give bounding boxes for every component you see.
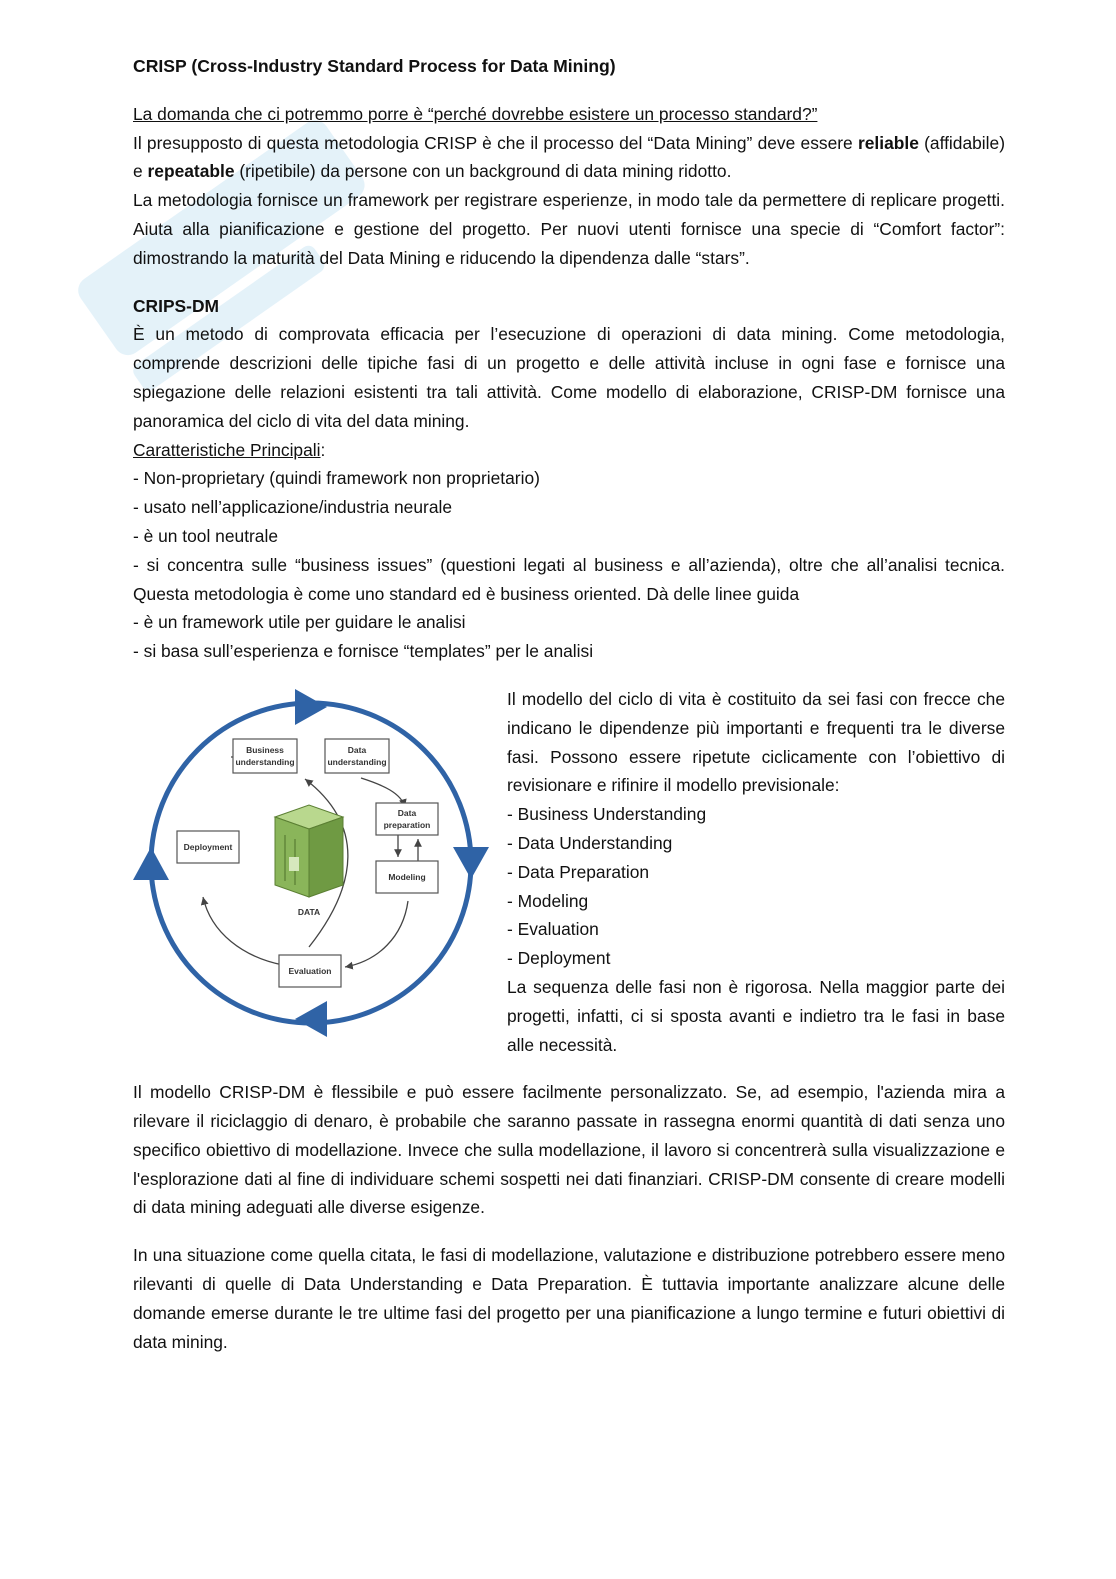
box-data-understanding [325,739,389,773]
lifecycle-outro: La sequenza delle fasi non è rigorosa. Nella maggior parte dei progetti, infatti, ci si sposta avanti e indietro tra le fasi in base alle necessità. [507,976,1005,1055]
feature-item: - Non-proprietary (quindi framework non proprietario) [133,468,540,489]
phase-item: - Data Preparation [507,861,650,882]
box-deployment [177,831,239,863]
feature-item: - è un framework utile per guidare le analisi [133,612,466,633]
svg-text:Modeling: Modeling [388,871,426,882]
phase-item: - Data Understanding [507,832,673,853]
document-title: CRISP (Cross-Industry Standard Process for Data Mining) [133,56,616,76]
document-body [133,52,1005,1356]
crisp-dm-paragraph: È un metodo di comprovata efficacia per l’esecuzione di operazioni di data mining. Come metodologia, comprende descrizioni delle tipiche fasi di un progetto e delle attività incluse in ogni fase e fornisce una spiegazione delle relazioni esistenti tra tali attività. Come modello di elaborazione, CRISP-DM fornisce una panoramica del ciclo di vita del data mining. [133,324,1005,431]
lifecycle-section [133,685,1005,1059]
term-reliable: reliable [857,132,919,153]
svg-text:Data: Data [397,807,417,818]
svg-text:preparation: preparation [383,819,431,830]
term-repeatable: repeatable [147,161,235,182]
features-heading: Caratteristiche Principali: [133,439,326,460]
svg-text:understanding: understanding [327,756,387,767]
lifecycle-text [505,685,1005,1059]
svg-text:Data: Data [347,744,367,755]
phase-item: - Business Understanding [507,804,707,825]
phase-item: - Modeling [507,890,589,911]
data-label: DATA [297,906,321,917]
closing-paragraph-1: Il modello CRISP-DM è flessibile e può essere facilmente personalizzato. Se, ad esempio, l'azienda mira a rilevare il riciclaggio di denaro, è probabile che saranno passate in rassegna enormi quantità di dati senza uno specifico obiettivo di modellazione. Invece che sulla modellazione, il lavoro si concentrerà sulla visualizzazione e l'esplorazione dati al fine di individuare schemi sospetti nei dati finanziari. CRISP-DM consente di creare modelli di data mining adeguati alle diverse esigenze. [133,1082,1005,1218]
data-server-icon [275,805,343,897]
section-heading-crisp-dm: CRIPS-DM [133,295,219,316]
arrow-eval-deploy [203,897,283,965]
feature-item: - si basa sull’esperienza e fornisce “templates” per le analisi [133,641,594,662]
lifecycle-intro: Il modello del ciclo di vita è costituito da sei fasi con frecce che indicano le dipendenze più importanti e frequenti tra le diverse fasi. Possono essere ripetute ciclicamente con l’obiettivo di revisionare e rifinire il modello previsionale: [507,688,1005,796]
cycle-arrow-bottom [295,1001,327,1037]
phase-item: - Deployment [507,948,611,969]
feature-item: - si concentra sulle “business issues” (questioni legati al business e all’azienda), oltre che all’analisi tecnica. Questa metodologia è come uno standard ed è business oriented. Dà delle linee guida [133,554,1005,604]
svg-text:understanding: understanding [235,756,295,767]
cycle-arrow-top [295,689,327,725]
intro-paragraph-2: La metodologia fornisce un framework per registrare esperienze, in modo tale da permettere di replicare progetti. Aiuta alla pianificazione e gestione del progetto. Per nuovi utenti fornisce una specie di “Comfort factor”: dimostrando la maturità del Data Mining e riducendo la dipendenza dalle “stars”. [133,190,1005,268]
feature-item: - è un tool neutrale [133,525,279,546]
arrow-mod-eval [345,901,408,967]
box-business-understanding [233,739,297,773]
crisp-dm-cycle-diagram [133,675,505,1055]
cycle-arrow-right [453,847,489,879]
svg-text:Business: Business [246,744,284,755]
box-modeling [376,861,438,893]
box-evaluation [279,955,341,987]
cycle-arrow-left [133,847,169,880]
feature-item: - usato nell’applicazione/industria neurale [133,497,453,518]
intro-question: La domanda che ci potremmo porre è “perché dovrebbe esistere un processo standard?” [133,103,818,124]
intro-paragraph-1: Il presupposto di questa metodologia CRISP è che il processo del “Data Mining” deve essere reliable (affidabile) e repeatable (ripetibile) da persone con un background di data mining ridotto. [133,132,1005,182]
phase-item: - Evaluation [507,919,599,940]
box-data-preparation [376,803,438,835]
closing-paragraph-2: In una situazione come quella citata, le fasi di modellazione, valutazione e distribuzione potrebbero essere meno rilevanti di quelle di Data Understanding e Data Preparation. È tuttavia importante analizzare alcune delle domande emerse durante le tre ultime fasi del progetto per una pianificazione a lungo termine e futuri obiettivi di data mining. [133,1245,1005,1352]
svg-text:Deployment: Deployment [183,841,233,852]
svg-text:Evaluation: Evaluation [288,965,332,976]
